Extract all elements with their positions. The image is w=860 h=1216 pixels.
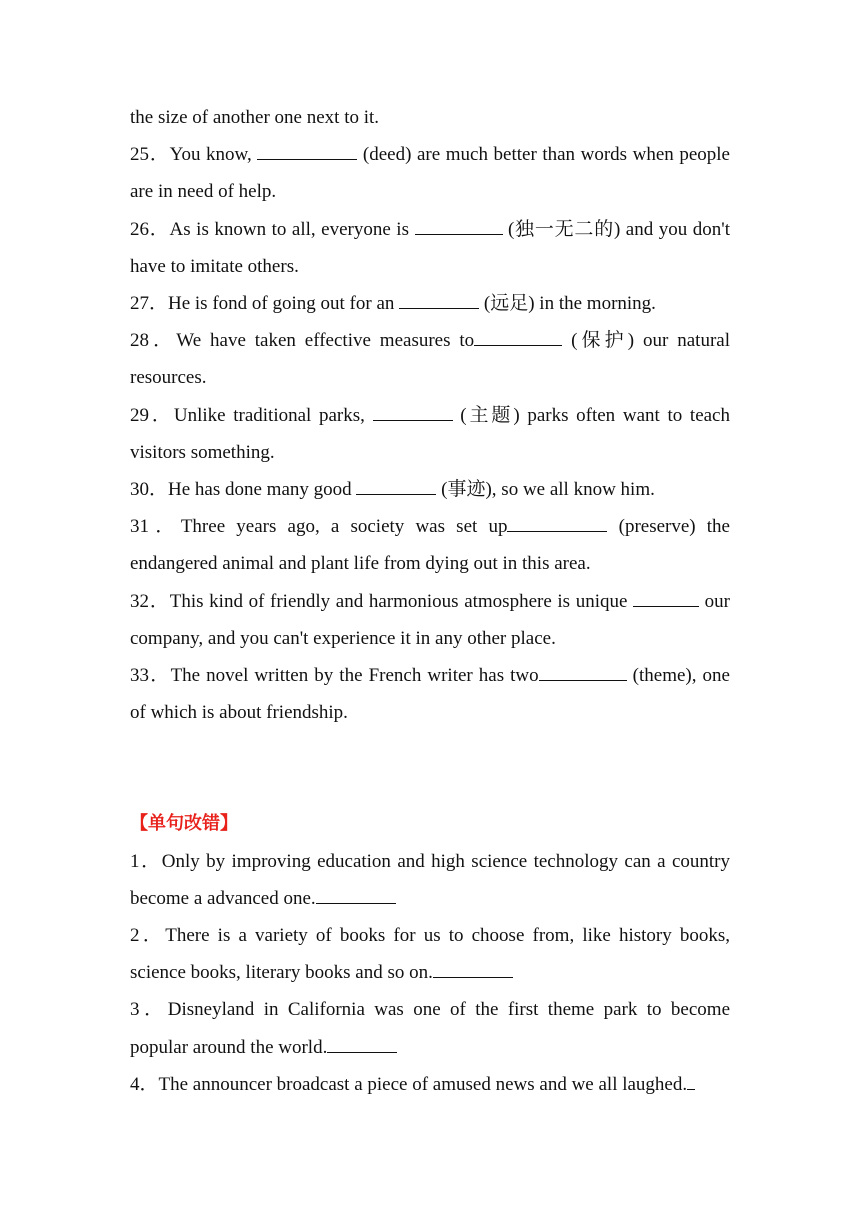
exercise-25 xyxy=(130,136,730,210)
exercise-hint: (远足) in the morning. xyxy=(479,293,656,315)
exercise-prompt: 30．He has done many good xyxy=(130,479,357,501)
answer-blank[interactable] xyxy=(257,143,357,160)
correction-text: 4．The announcer broadcast a piece of amused news and we all laughed. xyxy=(130,1073,688,1095)
answer-blank[interactable] xyxy=(507,515,607,532)
correction-3 xyxy=(130,991,730,1065)
exercise-32 xyxy=(130,583,730,657)
exercise-prompt: 27．He is fond of going out for an xyxy=(130,293,400,315)
answer-blank[interactable] xyxy=(474,329,562,346)
correction-2 xyxy=(130,917,730,991)
answer-blank[interactable] xyxy=(415,218,503,235)
answer-blank[interactable] xyxy=(399,292,479,309)
answer-blank[interactable] xyxy=(539,664,627,681)
correction-text: 3．Disneyland in California was one of the first theme park to become popular around the world. xyxy=(130,999,730,1058)
exercise-hint: (preserve) the endangered animal and plant life from dying out in this area. xyxy=(130,516,730,575)
exercise-prompt: 28．We have taken effective measures to xyxy=(130,330,475,352)
exercise-hint: (theme), one of which is about friendship. xyxy=(130,665,730,724)
answer-blank[interactable] xyxy=(373,404,453,421)
answer-blank[interactable] xyxy=(356,478,436,495)
correction-text: 2．There is a variety of books for us to choose from, like history books, science books, literary books and so on. xyxy=(130,925,730,984)
exercise-26 xyxy=(130,211,730,285)
document-body xyxy=(130,99,730,1103)
exercise-29 xyxy=(130,397,730,471)
exercise-continuation xyxy=(130,99,730,136)
answer-blank[interactable] xyxy=(687,1073,695,1090)
exercise-prompt: 33．The novel written by the French writer has two xyxy=(130,665,539,687)
exercise-hint: (事迹), so we all know him. xyxy=(436,479,655,501)
answer-blank[interactable] xyxy=(633,590,699,607)
exercise-28 xyxy=(130,322,730,396)
exercise-prompt: 25．You know, xyxy=(130,144,258,166)
exercise-prompt: 26．As is known to all, everyone is xyxy=(130,218,415,240)
exercise-33 xyxy=(130,657,730,731)
correction-1 xyxy=(130,843,730,917)
exercise-hint: (deed) are much better than words when people are in need of help. xyxy=(130,144,730,203)
correction-4 xyxy=(130,1066,730,1103)
exercise-27 xyxy=(130,285,730,322)
exercise-hint: (独一无二的) and you don't have to imitate others. xyxy=(130,218,730,277)
correction-text: 1．Only by improving education and high science technology can a country become a advanced one. xyxy=(130,850,730,909)
exercise-prompt: 31．Three years ago, a society was set up xyxy=(130,516,508,538)
exercise-hint: (保护) our natural resources. xyxy=(130,330,730,389)
answer-blank[interactable] xyxy=(327,1036,397,1053)
section-title: 【单句改错】 xyxy=(130,813,238,835)
exercise-hint: our company, and you can't experience it in any other place. xyxy=(130,590,731,649)
exercise-hint: (主题) parks often want to teach visitors something. xyxy=(130,404,730,463)
section-spacer xyxy=(130,731,730,805)
exercise-prompt: 32．This kind of friendly and harmonious atmosphere is unique xyxy=(130,590,634,612)
exercise-text: the size of another one next to it. xyxy=(130,107,380,128)
exercise-prompt: 29．Unlike traditional parks, xyxy=(130,404,373,426)
answer-blank[interactable] xyxy=(433,961,513,978)
exercise-31 xyxy=(130,508,730,582)
answer-blank[interactable] xyxy=(316,887,396,904)
exercise-30 xyxy=(130,471,730,508)
